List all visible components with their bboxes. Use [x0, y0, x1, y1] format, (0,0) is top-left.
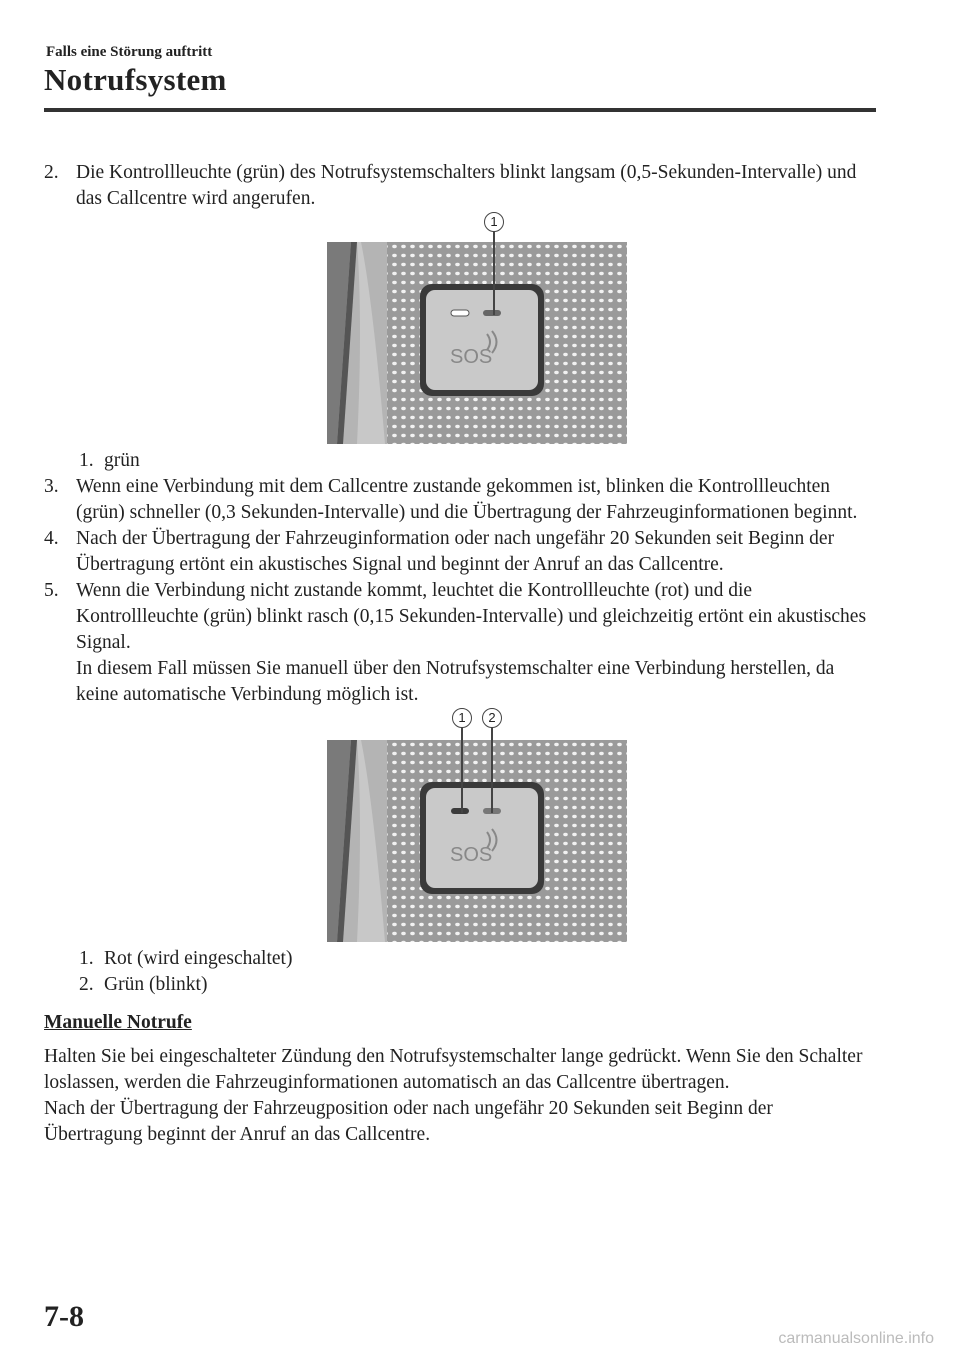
content	[44, 160, 876, 1148]
sos-switch-figure-1	[327, 214, 627, 444]
manual-section-title: Manuelle Notrufe	[44, 1012, 192, 1033]
caption-number: 1.	[79, 948, 94, 969]
svg-text:SOS: SOS	[450, 346, 493, 368]
step-text: Wenn die Verbindung nicht zustande kommt, leuchtet die Kontrollleuchte (rot) und die Kontrollleuchte (grün) blinkt rasch (0,15 Sekunden-Intervalle) und gleichzeitig ertönt ein akustisches Signal.	[76, 580, 867, 653]
header-section: Falls eine Störung auftritt	[46, 44, 213, 60]
callout-line	[493, 231, 495, 315]
manual-paragraph-1: Halten Sie bei eingeschalteter Zündung den Notrufsystemschalter lange gedrückt. Wenn Sie den Schalter loslassen, werden die Fahrzeuginformationen automatisch an das Callcentre übertragen.	[44, 1046, 863, 1093]
sos-switch-image	[327, 740, 627, 942]
caption-item	[79, 448, 876, 474]
caption-item	[79, 946, 876, 972]
step-number: 3.	[44, 476, 59, 497]
step-text: Die Kontrollleuchte (grün) des Notrufsystemschalters blinkt langsam (0,5-Sekunden-Intervalle) und das Callcentre wird angerufen.	[76, 162, 857, 209]
callout-line-2	[491, 727, 493, 813]
caption-number: 2.	[79, 974, 94, 995]
svg-text:SOS: SOS	[450, 844, 493, 866]
manual-paragraph-2: Nach der Übertragung der Fahrzeugposition oder nach ungefähr 20 Sekunden seit Beginn der Übertragung beginnt der Anruf an das Callcentre.	[44, 1098, 773, 1145]
caption-item	[79, 972, 876, 998]
caption-text: grün	[104, 450, 140, 471]
figure-2-caption	[44, 946, 876, 998]
step-text: Nach der Übertragung der Fahrzeuginformation oder nach ungefähr 20 Sekunden seit Beginn der Übertragung ertönt ein akustisches Signal und beginnt der Anruf an das Callcentre.	[76, 528, 835, 575]
page-number: 7-8	[44, 1300, 84, 1333]
watermark: carmanualsonline.info	[778, 1330, 934, 1347]
caption-text: Grün (blinkt)	[104, 974, 208, 995]
step-number: 2.	[44, 162, 59, 183]
step-2	[44, 160, 876, 212]
callout-2: 2	[482, 708, 502, 728]
header-rule	[44, 108, 876, 112]
sos-switch-image	[327, 242, 627, 444]
step-4	[44, 526, 876, 578]
callout-1: 1	[484, 212, 504, 232]
sos-switch-figure-2	[327, 710, 627, 942]
callout-1: 1	[452, 708, 472, 728]
step-text: Wenn eine Verbindung mit dem Callcentre zustande gekommen ist, blinken die Kontrollleuchten (grün) schneller (0,3 Sekunden-Intervalle) und die Übertragung der Fahrzeuginformationen beginnt.	[76, 476, 858, 523]
page-title: Notrufsystem	[44, 62, 227, 97]
callout-line-1	[461, 727, 463, 813]
step-text-continued: In diesem Fall müssen Sie manuell über den Notrufsystemschalter eine Verbindung herstellen, da keine automatische Verbindung möglich ist.	[76, 658, 835, 705]
caption-text: Rot (wird eingeschaltet)	[104, 948, 293, 969]
step-number: 5.	[44, 580, 59, 601]
caption-number: 1.	[79, 450, 94, 471]
figure-1-caption	[44, 448, 876, 474]
step-3	[44, 474, 876, 526]
step-number: 4.	[44, 528, 59, 549]
step-5	[44, 578, 876, 708]
